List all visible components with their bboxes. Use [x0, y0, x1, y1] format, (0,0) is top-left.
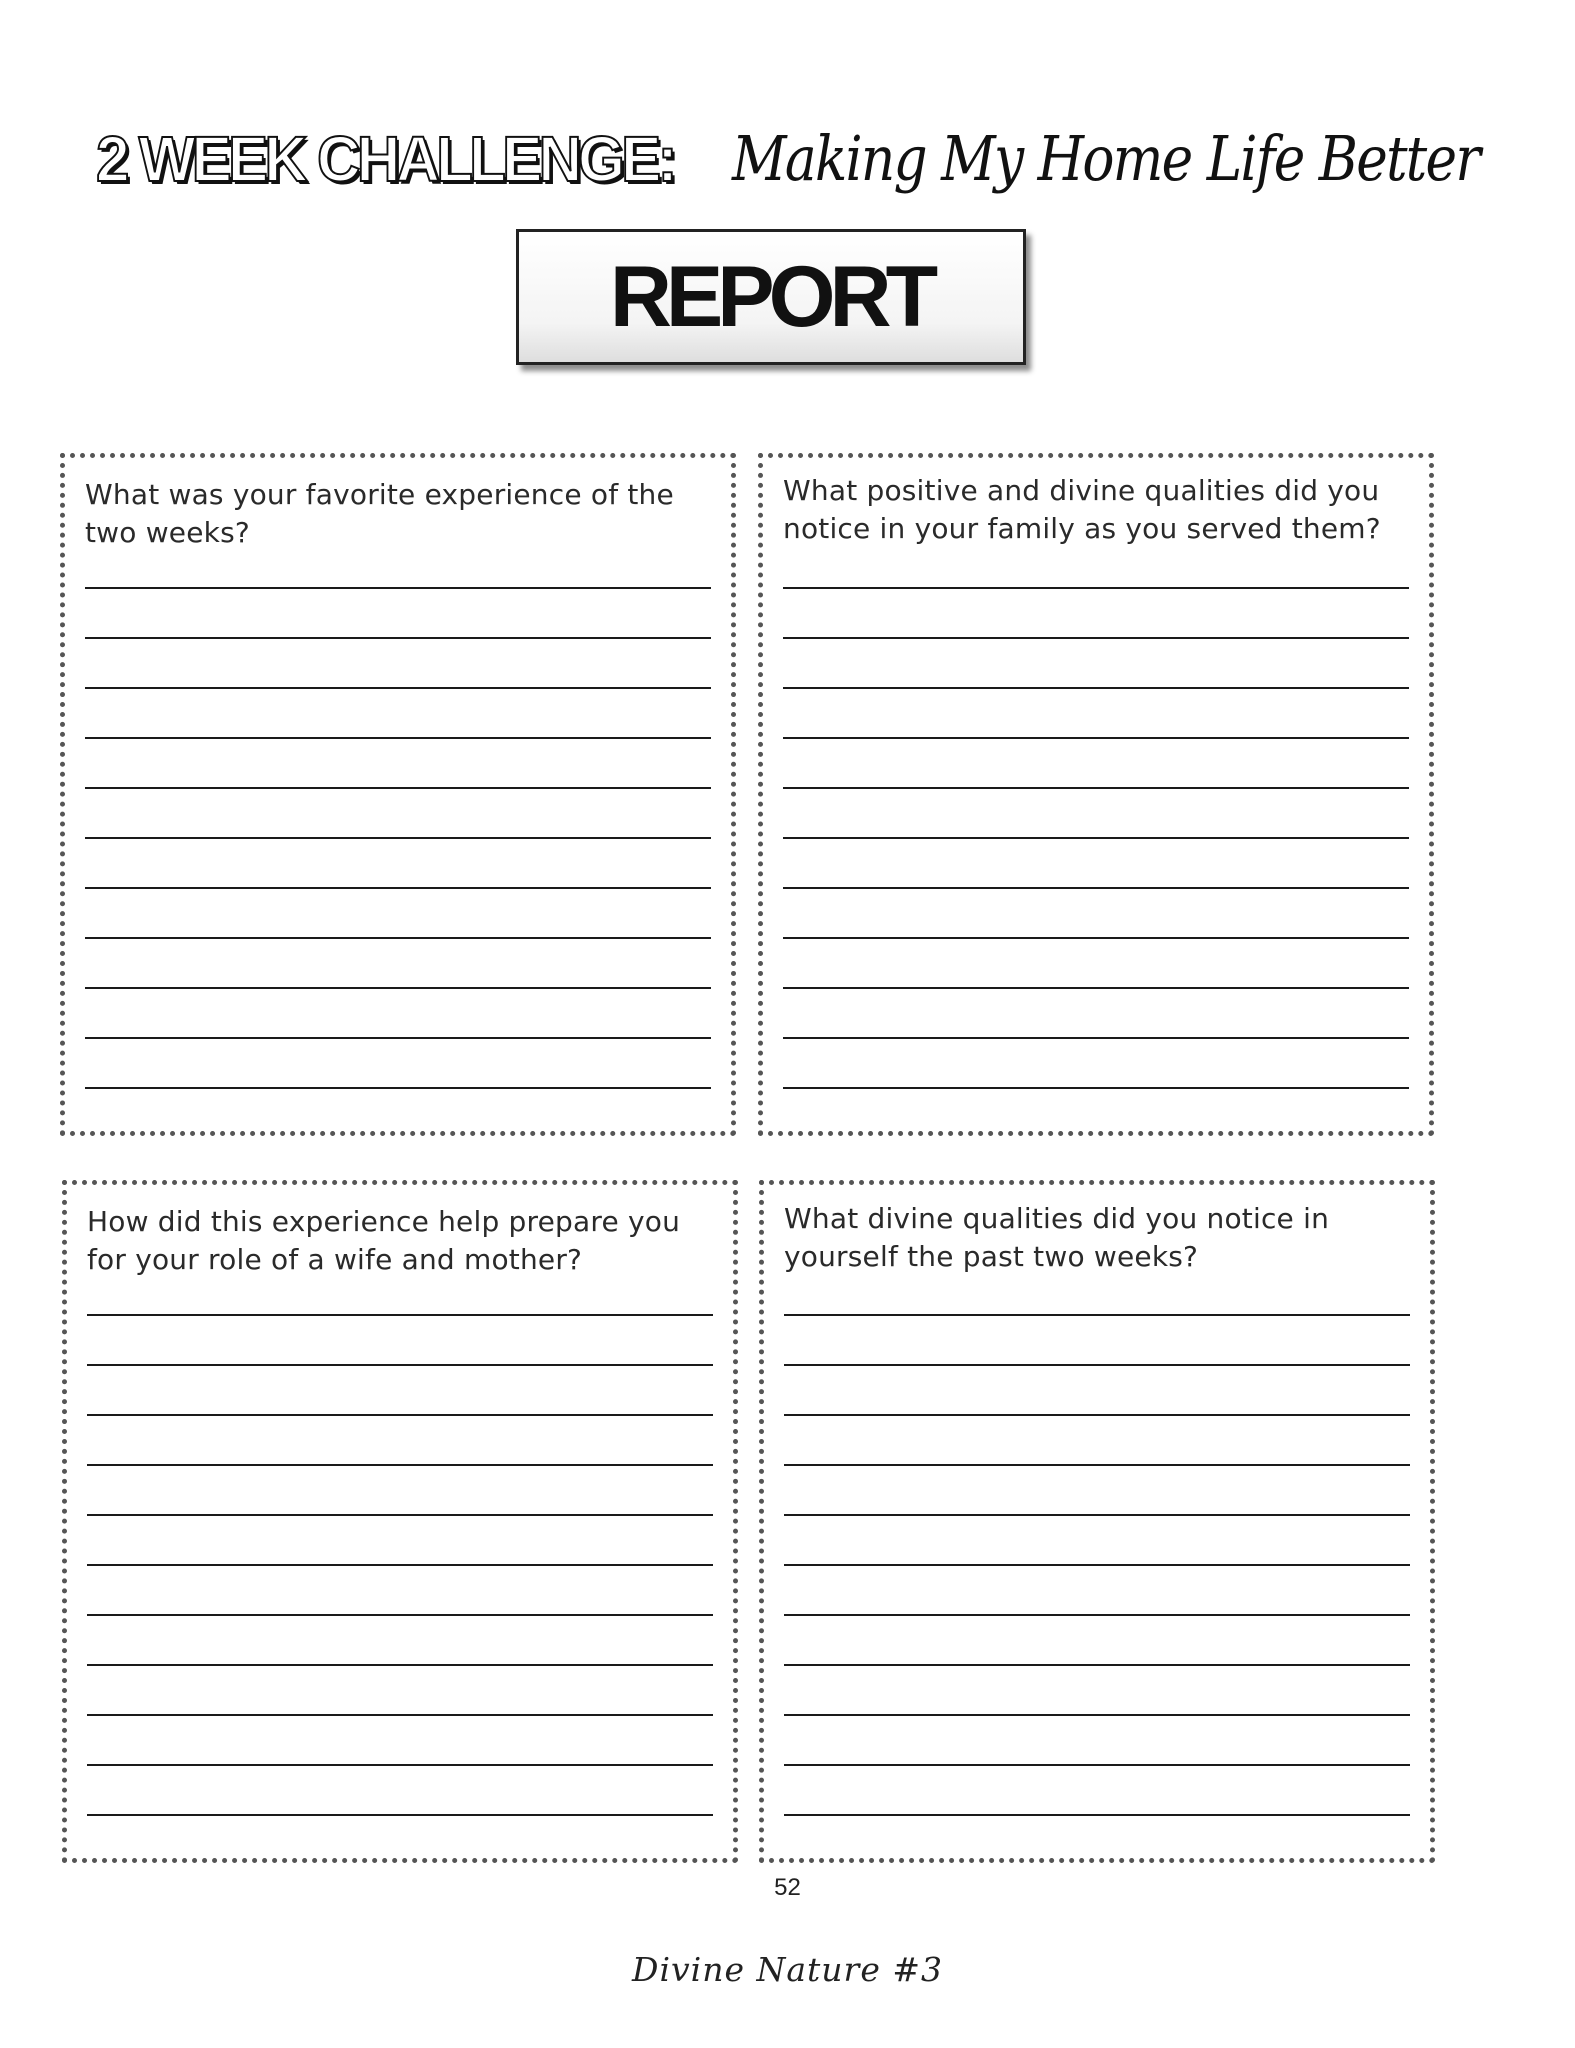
answer-line[interactable]: [784, 1316, 1410, 1366]
answer-line[interactable]: [85, 589, 711, 639]
answer-line[interactable]: [784, 1666, 1410, 1716]
answer-line[interactable]: [85, 989, 711, 1039]
answer-line[interactable]: [784, 1366, 1410, 1416]
answer-line[interactable]: [783, 689, 1409, 739]
answer-line[interactable]: [85, 539, 711, 589]
question-box-role-preparation: [62, 1180, 738, 1863]
answer-line[interactable]: [784, 1516, 1410, 1566]
answer-line[interactable]: [87, 1266, 713, 1316]
question-text: What divine qualities did you notice in yourself the past two weeks?: [784, 1202, 1330, 1273]
question-text: How did this experience help prepare you for your role of a wife and mother?: [87, 1205, 681, 1276]
title-script: Making My Home Life Better: [732, 122, 1480, 195]
answer-line[interactable]: [784, 1716, 1410, 1766]
answer-line[interactable]: [87, 1416, 713, 1466]
answer-line[interactable]: [784, 1466, 1410, 1516]
question-box-family-qualities: [758, 453, 1434, 1136]
answer-line[interactable]: [85, 889, 711, 939]
answer-line[interactable]: [784, 1616, 1410, 1666]
answer-lines: [87, 1266, 713, 1816]
answer-line[interactable]: [783, 1039, 1409, 1089]
report-banner: [516, 229, 1026, 365]
answer-line[interactable]: [87, 1366, 713, 1416]
question-box-favorite-experience: [60, 453, 736, 1136]
answer-line[interactable]: [87, 1666, 713, 1716]
answer-line[interactable]: [784, 1766, 1410, 1816]
answer-line[interactable]: [87, 1616, 713, 1666]
title-prefix: 2 WEEK CHALLENGE:: [96, 123, 674, 195]
answer-line[interactable]: [85, 639, 711, 689]
answer-lines: [85, 539, 711, 1089]
answer-line[interactable]: [87, 1516, 713, 1566]
answer-lines: [784, 1266, 1410, 1816]
answer-line[interactable]: [783, 789, 1409, 839]
answer-line[interactable]: [85, 689, 711, 739]
report-label: REPORT: [609, 249, 933, 345]
answer-line[interactable]: [783, 589, 1409, 639]
question-box-self-qualities: [759, 1180, 1435, 1863]
answer-line[interactable]: [784, 1266, 1410, 1316]
answer-line[interactable]: [783, 839, 1409, 889]
answer-line[interactable]: [783, 889, 1409, 939]
answer-line[interactable]: [784, 1416, 1410, 1466]
answer-line[interactable]: [87, 1466, 713, 1516]
question-text: What positive and divine qualities did you notice in your family as you served them?: [783, 474, 1381, 545]
answer-line[interactable]: [783, 639, 1409, 689]
answer-line[interactable]: [783, 739, 1409, 789]
answer-line[interactable]: [85, 789, 711, 839]
page-title: [96, 104, 1480, 214]
answer-line[interactable]: [85, 839, 711, 889]
answer-line[interactable]: [783, 539, 1409, 589]
answer-line[interactable]: [783, 989, 1409, 1039]
answer-line[interactable]: [87, 1716, 713, 1766]
answer-line[interactable]: [87, 1566, 713, 1616]
answer-line[interactable]: [85, 739, 711, 789]
answer-line[interactable]: [784, 1566, 1410, 1616]
answer-line[interactable]: [87, 1766, 713, 1816]
answer-line[interactable]: [783, 939, 1409, 989]
question-text: What was your favorite experience of the two weeks?: [85, 478, 674, 549]
answer-line[interactable]: [87, 1316, 713, 1366]
page-number: 52: [774, 1874, 801, 1901]
series-footer: Divine Nature #3: [632, 1950, 943, 1989]
answer-lines: [783, 539, 1409, 1089]
answer-line[interactable]: [85, 939, 711, 989]
answer-line[interactable]: [85, 1039, 711, 1089]
